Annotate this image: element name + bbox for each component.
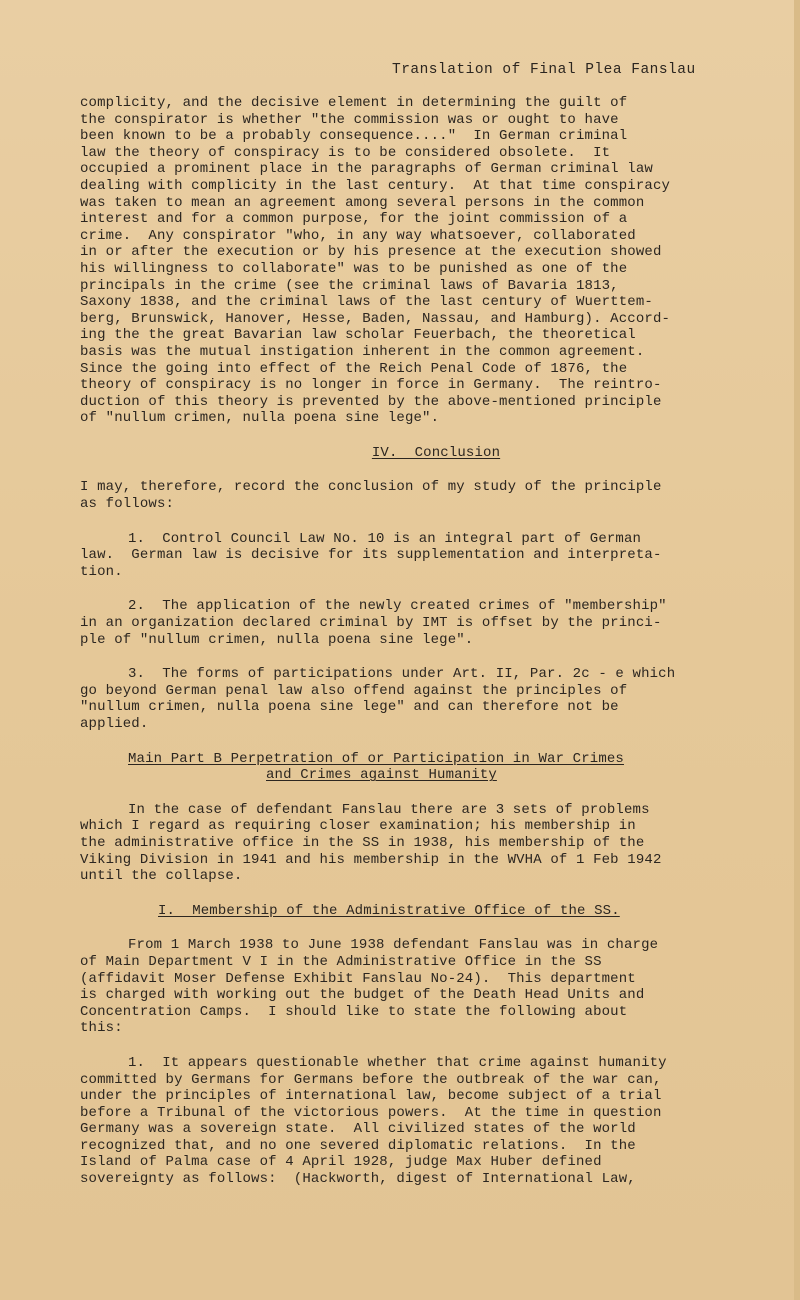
text-line: Island of Palma case of 4 April 1928, judge Max Huber defined	[80, 1154, 602, 1171]
text-line: in an organization declared criminal by IMT is offset by the princi-	[80, 615, 662, 632]
document-body	[80, 95, 792, 1188]
text-line: Since the going into effect of the Reich Penal Code of 1876, the	[80, 360, 628, 377]
text-line: of Main Department V I in the Administrative Office in the SS	[80, 953, 602, 970]
text-line: of "nullum crimen, nulla poena sine lege".	[80, 410, 440, 427]
text-line: principals in the crime (see the criminal laws of Bavaria 1813,	[80, 277, 619, 294]
text-line: "nullum crimen, nulla poena sine lege" and can therefore not be	[80, 699, 619, 716]
text-line: (affidavit Moser Defense Exhibit Fanslau No-24). This department	[80, 970, 636, 987]
conclusion-point-2	[80, 598, 792, 648]
text-line: complicity, and the decisive element in determining the guilt of	[80, 95, 628, 111]
text-line: Germany was a sovereign state. All civilized states of the world	[80, 1121, 636, 1138]
text-line: From 1 March 1938 to June 1938 defendant Fanslau was in charge	[128, 937, 659, 954]
text-line: law. German law is decisive for its supplementation and interpreta-	[80, 547, 662, 564]
text-line: applied.	[80, 716, 149, 732]
text-line: his willingness to collaborate" was to be punished as one of the	[80, 260, 628, 277]
conclusion-intro	[80, 479, 792, 512]
text-line: ple of "nullum crimen, nulla poena sine lege".	[80, 631, 474, 648]
text-line: 2. The application of the newly created crimes of "membership"	[128, 598, 667, 615]
intro-paragraph	[80, 95, 792, 427]
text-line: in or after the execution or by his presence at the execution showed	[80, 244, 662, 261]
heading-text: Main Part B Perpetration of or Participation in War Crimes	[128, 750, 624, 767]
problems-paragraph	[80, 802, 792, 885]
text-line: interest and for a common purpose, for the joint commission of a	[80, 211, 628, 228]
text-line: occupied a prominent place in the paragraphs of German criminal law	[80, 161, 653, 178]
text-line: this:	[80, 1020, 123, 1037]
text-line: as follows:	[80, 496, 175, 513]
text-line: Concentration Camps. I should like to state the following about	[80, 1003, 628, 1020]
text-line: law the theory of conspiracy is to be considered obsolete. It	[80, 144, 611, 161]
text-line: duction of this theory is prevented by the above-mentioned principle	[80, 393, 662, 410]
heading-text: I. Membership of the Administrative Office of the SS.	[158, 902, 620, 919]
text-line: tion.	[80, 563, 123, 580]
conclusion-point-1	[80, 531, 792, 581]
text-line: 3. The forms of participations under Art. II, Par. 2c - e which	[128, 666, 676, 683]
text-line: go beyond German penal law also offend against the principles of	[80, 682, 628, 699]
text-line: basis was the mutual instigation inherent in the common agreement.	[80, 343, 645, 360]
membership-paragraph	[80, 937, 792, 1037]
text-line: which I regard as requiring closer examination; his membership in	[80, 818, 636, 835]
text-line: I may, therefore, record the conclusion of my study of the principle	[80, 479, 662, 496]
text-line: until the collapse.	[80, 868, 243, 885]
text-line: recognized that, and no one severed diplomatic relations. In the	[80, 1137, 636, 1154]
text-line: under the principles of international law, become subject of a trial	[80, 1088, 662, 1105]
text-line: the conspirator is whether "the commission was or ought to have	[80, 111, 619, 128]
text-line: before a Tribunal of the victorious powers. At the time in question	[80, 1104, 662, 1121]
text-line: committed by Germans for Germans before the outbreak of the war can,	[80, 1071, 662, 1088]
text-line: Viking Division in 1941 and his membership in the WVHA of 1 Feb 1942	[80, 851, 662, 868]
text-line: ing the the great Bavarian law scholar Feuerbach, the theoretical	[80, 327, 636, 344]
section-heading-conclusion	[80, 445, 792, 462]
page-header: Translation of Final Plea Fanslau	[392, 62, 696, 78]
text-line: berg, Brunswick, Hanover, Hesse, Baden, Nassau, and Hamburg). Accord-	[80, 310, 671, 327]
final-paragraph	[80, 1055, 792, 1188]
text-line: dealing with complicity in the last century. At that time conspiracy	[80, 177, 671, 194]
text-line: been known to be a probably consequence...." In German criminal	[80, 128, 628, 145]
text-line: Saxony 1838, and the criminal laws of the last century of Wuerttem-	[80, 294, 653, 311]
text-line: 1. Control Council Law No. 10 is an integral part of German	[128, 530, 642, 547]
main-part-b-heading	[80, 751, 792, 784]
text-line: is charged with working out the budget of the Death Head Units and	[80, 987, 645, 1004]
conclusion-point-3	[80, 666, 792, 732]
text-line: 1. It appears questionable whether that crime against humanity	[128, 1054, 667, 1071]
text-line: was taken to mean an agreement among several persons in the common	[80, 194, 645, 211]
text-line: In the case of defendant Fanslau there are 3 sets of problems	[128, 801, 650, 818]
text-line: sovereignty as follows: (Hackworth, digest of International Law,	[80, 1171, 636, 1188]
section-heading-membership	[80, 903, 792, 920]
text-line: the administrative office in the SS in 1938, his membership of the	[80, 834, 645, 851]
heading-text: IV. Conclusion	[371, 444, 501, 461]
text-line: theory of conspiracy is no longer in force in Germany. The reintro-	[80, 377, 662, 394]
heading-text: and Crimes against Humanity	[266, 767, 497, 784]
text-line: crime. Any conspirator "who, in any way whatsoever, collaborated	[80, 227, 636, 244]
page-edge	[794, 0, 800, 1300]
